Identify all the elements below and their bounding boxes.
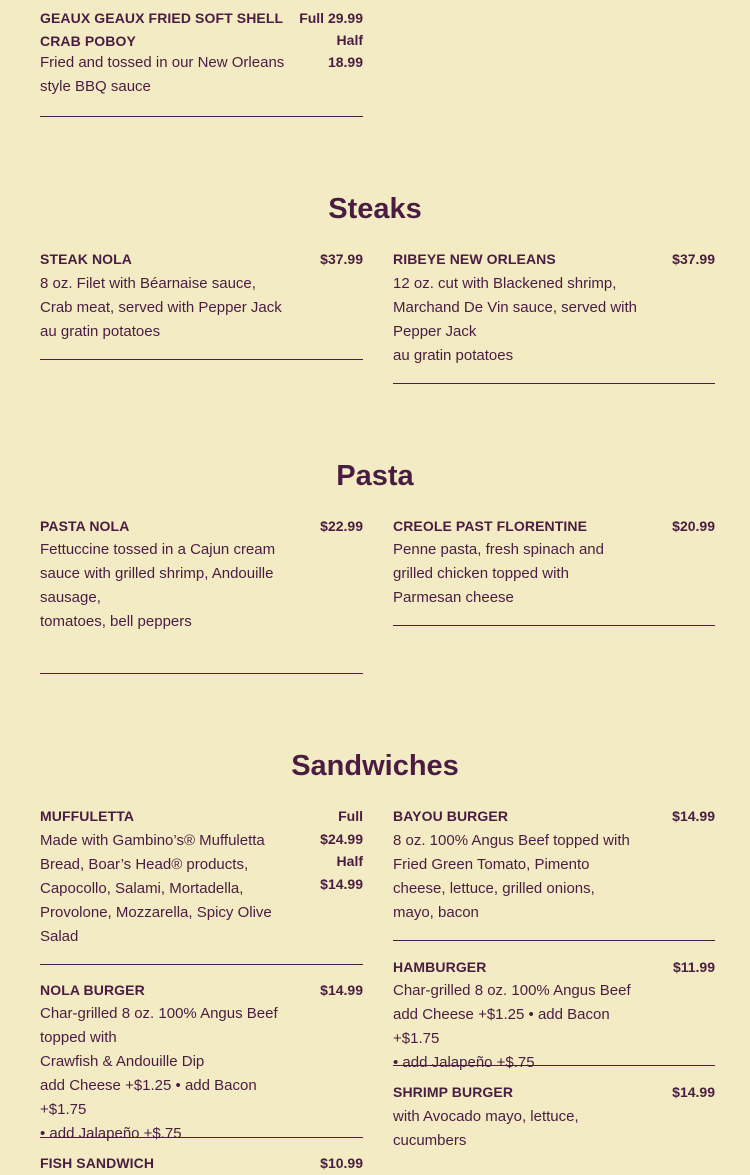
- item-name: MUFFULETTA: [40, 808, 135, 824]
- menu-item-pasta-nola: [40, 515, 363, 674]
- price-full-label: Full: [338, 808, 363, 824]
- menu-column-top-left: [40, 7, 363, 117]
- item-name: CREOLE PAST FLORENTINE: [393, 518, 588, 534]
- item-name: RIBEYE NEW ORLEANS: [393, 251, 556, 267]
- item-description: 8 oz. Filet with Béarnaise sauce, Crab meat, served with Pepper Jack au gratin potatoes: [40, 275, 282, 340]
- item-price: $14.99: [320, 982, 363, 998]
- item-name: GEAUX GEAUX FRIED SOFT SHELL CRAB POBOY: [40, 10, 283, 49]
- item-description: Penne pasta, fresh spinach and grilled chicken topped with Parmesan cheese: [393, 541, 604, 606]
- item-price: $10.99: [320, 1155, 363, 1171]
- menu-item-hamburger: [393, 941, 715, 1071]
- price-half-label: Half: [336, 32, 363, 48]
- item-price: $14.99: [672, 1084, 715, 1100]
- menu-item-nola-burger: [40, 965, 363, 1142]
- item-description: Char-grilled 8 oz. 100% Angus Beef add Cheese +$1.25 • add Bacon +$1.75 • add Jalapeño +$.75: [393, 982, 631, 1071]
- menu-column-pasta-right: [393, 515, 715, 626]
- menu-column-steaks-left: [40, 248, 363, 360]
- section-title-sandwiches: Sandwiches: [291, 750, 459, 782]
- section-title-steaks: Steaks: [328, 193, 422, 225]
- price-half: $14.99: [320, 875, 363, 892]
- price-half-label: Half: [336, 853, 363, 869]
- item-name: FISH SANDWICH: [40, 1155, 155, 1171]
- item-description: 8 oz. 100% Angus Beef topped with Fried Green Tomato, Pimento cheese, lettuce, grilled onions, mayo, bacon: [393, 832, 630, 921]
- item-description: Made with Gambino’s® Muffuletta Bread, Boar’s Head® products, Capocollo, Salami, Mortadella, Provolone, Mozzarella, Spicy Olive Salad: [40, 832, 272, 945]
- item-price: $20.99: [672, 518, 715, 534]
- item-name: PASTA NOLA: [40, 518, 130, 534]
- menu-item-crab-poboy: [40, 7, 363, 117]
- item-description: 12 oz. cut with Blackened shrimp, Marchand De Vin sauce, served with Pepper Jack au gratin potatoes: [393, 275, 638, 364]
- item-price: $37.99: [320, 251, 363, 267]
- item-price: $37.99: [672, 251, 715, 267]
- item-description: Fettuccine tossed in a Cajun cream sauce with grilled shrimp, Andouille sausage, tomatoes, bell peppers: [40, 541, 276, 630]
- item-price: [320, 805, 363, 895]
- menu-item-creole-past-florentine: [393, 515, 715, 626]
- menu-column-pasta-left: [40, 515, 363, 674]
- price-half: 18.99: [327, 54, 363, 70]
- menu-item-ribeye-new-orleans: [393, 248, 715, 384]
- item-description: with Avocado mayo, lettuce, cucumbers: [393, 1108, 579, 1149]
- menu-column-sandwiches-right: [393, 805, 715, 1153]
- price-full: Full 29.99: [299, 10, 363, 26]
- item-price: $11.99: [672, 959, 715, 975]
- menu-item-bayou-burger: [393, 805, 715, 941]
- item-name: BAYOU BURGER: [393, 808, 509, 824]
- item-price: $22.99: [320, 518, 363, 534]
- section-title-pasta: Pasta: [336, 460, 414, 492]
- menu-item-muffuletta: [40, 805, 363, 965]
- item-description: Char-grilled 8 oz. 100% Angus Beef topped with Crawfish & Andouille Dip add Cheese +$1.25 • add Bacon +$1.75 • add Jalapeño +$.75: [40, 1005, 278, 1142]
- price-full: $24.99: [320, 830, 363, 847]
- item-price: $14.99: [672, 808, 715, 824]
- item-name: HAMBURGER: [393, 959, 487, 975]
- menu-column-steaks-right: [393, 248, 715, 384]
- item-description: Fried and tossed in our New Orleans style BBQ sauce: [40, 54, 285, 95]
- item-price: [299, 7, 363, 73]
- menu-item-steak-nola: [40, 248, 363, 360]
- item-name: SHRIMP BURGER: [393, 1084, 514, 1100]
- menu-item-shrimp-burger: [393, 1066, 715, 1153]
- item-name: NOLA BURGER: [40, 982, 145, 998]
- menu-column-sandwiches-left: [40, 805, 363, 1175]
- item-name: STEAK NOLA: [40, 251, 132, 267]
